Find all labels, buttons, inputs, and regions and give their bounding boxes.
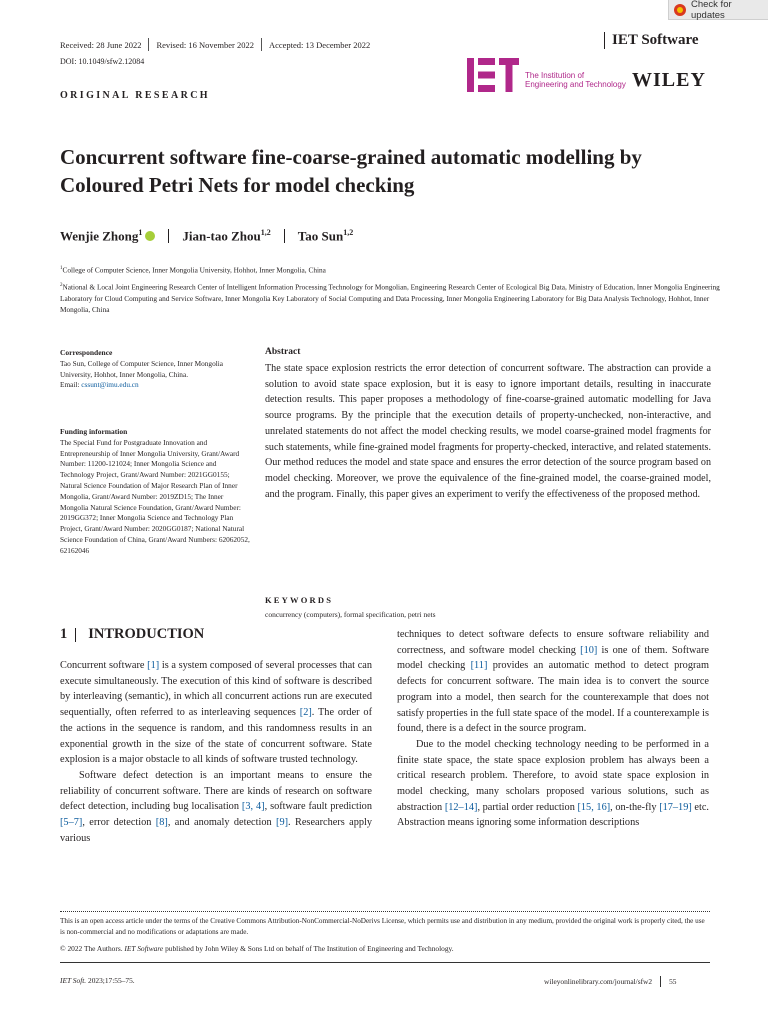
received-date: Received: 28 June 2022 [60,39,142,50]
affiliation: $^2$National & Local Joint Engineering Research Center of Intelligent Information Processing Technology for Mongolian, Engineering Research Center of Ecological Big Data, Ministry of Education, Inner Mongolia Engineering Laboratory for Cloud Computing and Service Software, Inner Mongolia Key Laboratory of Social Computing and Data Processing, Inner Mongolia Engineering Laboratory for Big Data Analysis Technology, Hohhot, Inner Mongolia, China [60,282,720,315]
journal-url-link[interactable]: wileyonlinelibrary.com/journal/sfw2 [544,977,653,986]
crossmark-icon [674,4,686,16]
divider [168,229,169,243]
citation-link[interactable]: [2] [299,707,312,719]
email-label: Email: [60,380,80,390]
paper-title: Concurrent software fine-coarse-grained automatic modelling by Coloured Petri Nets for model checking [60,145,642,197]
author-list [60,228,353,244]
abstract-heading: Abstract [265,347,301,357]
citation-link[interactable]: [10] [580,644,598,656]
revised-date: Revised: 16 November 2022 [156,39,254,50]
accepted-date: Accepted: 13 December 2022 [268,39,371,50]
correspondence-block [60,348,250,391]
check-for-updates-button[interactable] [668,0,768,20]
citation-link[interactable]: [15, 16] [577,801,611,813]
abstract-text: The state space explosion restricts the error detection of concurrent software. The abstraction can provide a solution to avoid state space explosion, but it is easy to ignore important details, resulting in inaccurate detection results. This paper proposes a methodology of fine-coarse-grained automatic modelling for Java source programs. By the principle that the execution details of property-unchecked, non-interactive, and unrelated statements do not affect the model checking results, we model coarse-grained model fragments for such statements, while fine-grained model fragments for property-checked, interactive, and related statements. Our method reduces the model and state space and ensures the error detection of the source program based on model checking. Moreover, we prove the equivalence of the fine-grained model, the coarse-grained model, and the program. Finally, this paper gives an experiment to verify the effectiveness of the proposed method. [265,363,711,500]
orcid-icon[interactable] [145,231,155,241]
wiley-logo: WILEY [632,69,706,91]
divider [60,911,710,912]
divider [604,32,605,49]
iet-text-line-2: Engineering and Technology [525,80,626,89]
doi[interactable]: DOI: 10.1049/sfw2.12084 [60,57,145,66]
license-text: This is an open access article under the terms of the Creative Commons Attribution-NonCommercial-NoDerivs License, which permits use and distribution in any medium, provided the original work is properly cited, the use is non-commercial and no modifications or adaptations are made. [60,917,705,936]
funding-text: The Special Fund for Postgraduate Innovation and Entrepreneurship of Inner Mongolia University, Grant/Award Number: 11200-121024; Inner Mongolia Science and Technology Project, Grant/Award Number: 2021GG0155; Natural Science Foundation of Major Research Plan of Inner Mongolia, Grant/Award Number: 2019ZD15; The Inner Mongolia Natural Science Foundation, Grant/Award Number: 2019GG372; Inner Mongolia Science and Technology Plan Project, Grant/Award Number: 2020GG0187; National Natural Science Foundation of China, Grant/Award Numbers: 62062052, 62162046 [60,437,250,555]
citation-link[interactable]: [17–19] [659,801,692,813]
check-for-updates-label: Check for updates [690,0,732,21]
journal-name [604,32,699,49]
paragraph: Due to the model checking technology needing to be performed in a finite state space, the state space explosion problem has always been a critical research problem. Therefore, to avoid state space explosion in model checking, many scholars proposed various solutions, such as abstraction [12–14], partial order reduction [15, 16], on-the-fly [17–19] etc. Abstraction means ignoring some information descriptions [397,738,710,829]
citation-link[interactable]: [1] [147,660,160,671]
citation-link[interactable]: [9] [276,817,289,829]
iet-text-line-1: The Institution of [525,71,585,80]
paragraph: techniques to detect software defects to ensure software reliability and correctness, and software model checking [10] is one of them. Software model checking [11] provides an automatic method to detect program defects for concurrent software. The main idea is to convert the source program into a model, then search for the counterexample that does not satisfy properties in the full state space of the model. If a counterexample is found, there is a defect in the source program. [397,629,709,735]
citation-link[interactable]: [11] [470,660,488,672]
citation-link[interactable]: [12–14] [444,801,478,813]
funding-heading: Funding information [60,427,128,436]
page-number: 55 [669,977,677,986]
email-link[interactable]: cssunt@imu.edu.cn [81,380,139,390]
citation-link[interactable]: [5–7] [60,817,83,829]
affiliation: $^1$College of Computer Science, Inner Mongolia University, Hohhot, Inner Mongolia, China [60,265,326,275]
author[interactable]: Wenjie Zhong$^1$ [60,228,143,244]
paragraph: Concurrent software [1] is a system composed of several processes that can execute simultaneously. The execution of this kind of software is described by interleaving (semantic), in which all concurrent actions run are executed sequentially, often referred to as interleaving sequences [2]. The order of the actions in the sequence is random, and this randomness results in an exponential growth in the size of the state of concurrent software. State explosion is a major obstacle to all kinds of software trusted technology. [60,660,372,766]
left-column [60,658,372,846]
copyright-line: © 2022 The Authors. IET Software published by John Wiley & Sons Ltd on behalf of The Institution of Engineering and Technology. [60,944,454,953]
correspondence-heading: Correspondence [60,348,113,357]
divider [284,229,285,243]
right-column [397,627,709,831]
keywords-heading: KEYWORDS [265,595,334,605]
author[interactable]: Tao Sun$^{1,2}$ [297,228,354,244]
iet-institution-text [525,71,626,89]
paragraph: Software defect detection is an important means to ensure the reliability of concurrent software. There are kinds of research on software defect detection, including bug localisation [3, 4], software fault prediction [5–7], error detection [8], and anomaly detection [9]. Researchers apply various [60,769,372,844]
article-dates [60,38,370,51]
funding-block [60,427,250,557]
keywords-text: concurrency (computers), formal specification, petri nets [265,610,436,619]
section-title: INTRODUCTION [88,626,205,642]
citation-link[interactable]: [8] [155,817,168,829]
section-heading [60,626,204,643]
journal-title: IET Software [612,32,699,48]
section-number: 1 [60,626,68,642]
correspondence-text: Tao Sun, College of Computer Science, Inner Mongolia University, Hohhot, Inner Mongolia, China. [60,358,224,379]
citation: IET Soft. 2023;17:55–75. [60,976,135,985]
divider [148,38,149,51]
citation-link[interactable]: [3, 4] [241,801,265,813]
divider [261,38,262,51]
journal-url [544,976,677,987]
divider [660,976,661,987]
divider [75,628,76,642]
section-label: ORIGINAL RESEARCH [60,90,210,101]
divider [60,962,710,963]
author[interactable]: Jian-tao Zhou$^{1,2}$ [182,228,271,244]
iet-logo-icon [467,58,519,92]
